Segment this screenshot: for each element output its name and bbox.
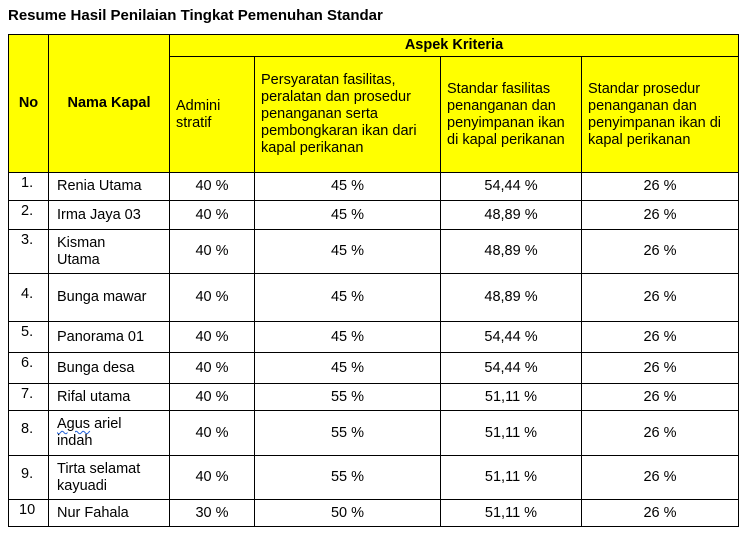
document-title: Resume Hasil Penilaian Tingkat Pemenuhan Standar [8,7,383,24]
header-aspek-kriteria: Aspek Kriteria [170,35,739,57]
standar-fasilitas-value: 54,44 % [441,322,582,353]
ship-name: Renia Utama [49,173,170,201]
ship-name: Rifal utama [49,384,170,411]
standar-prosedur-value: 26 % [582,230,739,274]
ship-name [49,411,170,456]
standar-prosedur-value: 26 % [582,500,739,527]
administratif-value: 40 % [170,384,255,411]
standar-prosedur-value: 26 % [582,322,739,353]
persyaratan-value: 55 % [255,456,441,500]
row-number: 1. [9,173,49,201]
row-number: 5. [9,322,49,353]
header-nama-kapal: Nama Kapal [49,35,170,173]
row-number: 6. [9,353,49,384]
persyaratan-value: 55 % [255,384,441,411]
standar-fasilitas-value: 48,89 % [441,274,582,322]
row-number: 7. [9,384,49,411]
standar-prosedur-value: 26 % [582,173,739,201]
standar-prosedur-value: 26 % [582,384,739,411]
standar-prosedur-value: 26 % [582,353,739,384]
ship-name: Irma Jaya 03 [49,201,170,230]
table-row [9,173,739,201]
table-row [9,353,739,384]
administratif-value: 40 % [170,411,255,456]
row-number: 4. [9,274,49,322]
persyaratan-value: 45 % [255,322,441,353]
standar-fasilitas-value: 51,11 % [441,456,582,500]
ship-name: Tirta selamat kayuadi [49,456,170,500]
row-number: 2. [9,201,49,230]
ship-name: Bunga mawar [49,274,170,322]
standar-prosedur-value: 26 % [582,201,739,230]
header-no: No [9,35,49,173]
standar-fasilitas-value: 54,44 % [441,353,582,384]
table-row [9,456,739,500]
standar-prosedur-value: 26 % [582,274,739,322]
standar-fasilitas-value: 51,11 % [441,500,582,527]
persyaratan-value: 45 % [255,353,441,384]
standar-prosedur-value: 26 % [582,456,739,500]
standar-fasilitas-value: 51,11 % [441,411,582,456]
ship-name: Nur Fahala [49,500,170,527]
administratif-value: 40 % [170,230,255,274]
table-row [9,500,739,527]
standar-fasilitas-value: 54,44 % [441,173,582,201]
table-row [9,411,739,456]
administratif-value: 40 % [170,173,255,201]
table-row [9,201,739,230]
standar-prosedur-value: 26 % [582,411,739,456]
administratif-value: 40 % [170,322,255,353]
row-number: 3. [9,230,49,274]
row-number: 9. [9,456,49,500]
persyaratan-value: 50 % [255,500,441,527]
header-standar-prosedur: Standar prosedur penanganan dan penyimpanan ikan di kapal perikanan [582,57,739,173]
standar-fasilitas-value: 48,89 % [441,230,582,274]
ship-name-rest: ariel indah [57,416,122,449]
table-row [9,322,739,353]
assessment-table [8,34,739,527]
persyaratan-value: 55 % [255,411,441,456]
administratif-value: 30 % [170,500,255,527]
persyaratan-value: 45 % [255,201,441,230]
row-number: 10 [9,500,49,527]
administratif-value: 40 % [170,274,255,322]
administratif-value: 40 % [170,456,255,500]
standar-fasilitas-value: 48,89 % [441,201,582,230]
table-row [9,384,739,411]
persyaratan-value: 45 % [255,173,441,201]
header-administratif: Admini stratif [170,57,255,173]
ship-name-spellcheck-word: Agus [57,416,91,432]
table-row [9,274,739,322]
row-number: 8. [9,411,49,456]
ship-name: Kisman Utama [49,230,170,274]
table-row [9,230,739,274]
ship-name: Bunga desa [49,353,170,384]
administratif-value: 40 % [170,201,255,230]
header-persyaratan: Persyaratan fasilitas, peralatan dan prosedur penanganan serta pembongkaran ikan dari kapal perikanan [255,57,441,173]
standar-fasilitas-value: 51,11 % [441,384,582,411]
persyaratan-value: 45 % [255,230,441,274]
ship-name: Panorama 01 [49,322,170,353]
administratif-value: 40 % [170,353,255,384]
persyaratan-value: 45 % [255,274,441,322]
header-standar-fasilitas: Standar fasilitas penanganan dan penyimpanan ikan di kapal perikanan [441,57,582,173]
